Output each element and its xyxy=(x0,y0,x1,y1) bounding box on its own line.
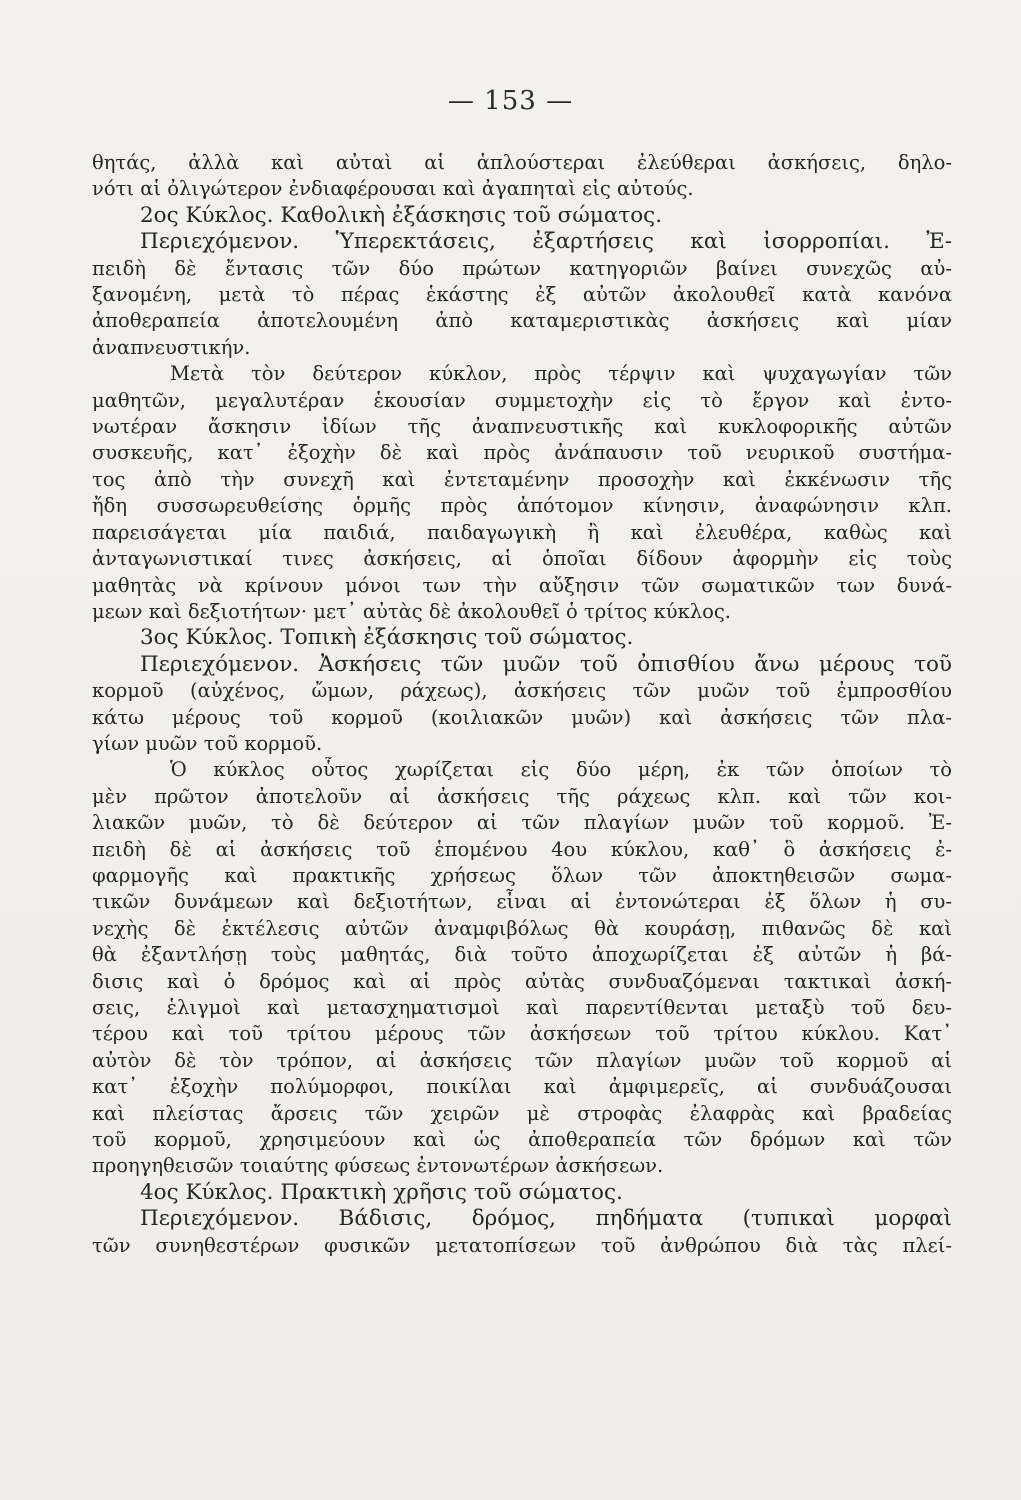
text-line: νωτέραν ἄσκησιν ἰδίων τῆς ἀναπνευστικῆς καὶ κυκλοφορικῆς αὐτῶν xyxy=(92,415,952,439)
text-line: μαθητὰς νὰ κρίνουν μόνοι των τὴν αὔξησιν τῶν σωματικῶν των δυνά- xyxy=(92,573,952,597)
text-line: ἀνταγωνιστικαί τινες ἀσκήσεις, αἱ ὁποῖαι δίδουν ἀφορμὴν εἰς τοὺς xyxy=(92,547,952,571)
text-line: 4ος Κύκλος. Πρακτικὴ χρῆσις τοῦ σώματος. xyxy=(140,1179,623,1205)
text-line: τοῦ κορμοῦ, χρησιμεύουν καὶ ὡς ἀποθεραπεία τῶν δρόμων καὶ τῶν xyxy=(92,1128,952,1152)
text-line: Ὁ κύκλος οὗτος χωρίζεται εἰς δύο μέρη, ἐκ τῶν ὁποίων τὸ xyxy=(170,758,952,782)
text-line: φαρμογῆς καὶ πρακτικῆς χρήσεως ὅλων τῶν ἀποκτηθεισῶν σωμα- xyxy=(92,863,952,887)
text-line: Μετὰ τὸν δεύτερον κύκλον, πρὸς τέρψιν καὶ ψυχαγωγίαν τῶν xyxy=(170,362,952,386)
text-line: μεων καὶ δεξιοτήτων· μετ᾽ αὐτὰς δὲ ἀκολουθεῖ ὁ τρίτος κύκλος. xyxy=(92,599,731,623)
text-line: 3ος Κύκλος. Τοπικὴ ἐξάσκησις τοῦ σώματος. xyxy=(140,625,634,651)
text-line: Περιεχόμενον. Ἀσκήσεις τῶν μυῶν τοῦ ὀπισθίου ἄνω μέρους τοῦ xyxy=(140,651,952,677)
text-line: ἀποθεραπεία ἀποτελουμένη ἀπὸ καταμεριστικὰς ἀσκήσεις καὶ μίαν xyxy=(92,309,952,333)
text-line: τικῶν δυνάμεων καὶ δεξιοτήτων, εἶναι αἱ ἐντονώτεραι ἐξ ὅλων ἡ συ- xyxy=(92,890,952,914)
text-line: τος ἀπὸ τὴν συνεχῆ καὶ ἐντεταμένην προσοχὴν καὶ ἐκκένωσιν τῆς xyxy=(92,467,952,491)
text-line: τῶν συνηθεστέρων φυσικῶν μετατοπίσεων τοῦ ἀνθρώπου διὰ τὰς πλεί- xyxy=(92,1233,952,1257)
text-line: πειδὴ δὲ αἱ ἀσκήσεις τοῦ ἑπομένου 4ου κύκλου, καθ᾽ ὃ ἀσκήσεις ἐ- xyxy=(92,837,952,861)
text-line: δισις καὶ ὁ δρόμος καὶ αἱ πρὸς αὐτὰς συνδυαζόμεναι τακτικαὶ ἀσκή- xyxy=(92,969,952,993)
text-line: γίων μυῶν τοῦ κορμοῦ. xyxy=(92,731,323,755)
text-line: πειδὴ δὲ ἔντασις τῶν δύο πρώτων κατηγοριῶν βαίνει συνεχῶς αὐ- xyxy=(92,256,952,280)
text-line: κορμοῦ (αὐχένος, ὤμων, ράχεως), ἀσκήσεις τῶν μυῶν τοῦ ἐμπροσθίου xyxy=(92,679,952,703)
text-line: ἀναπνευστικήν. xyxy=(92,335,251,359)
text-line: 2ος Κύκλος. Καθολικὴ ἐξάσκησις τοῦ σώματος. xyxy=(140,202,663,228)
text-line: προηγηθεισῶν τοιαύτης φύσεως ἐντονωτέρων ἀσκήσεων. xyxy=(92,1154,664,1178)
text-line: θητάς, ἀλλὰ καὶ αὐταὶ αἱ ἁπλούστεραι ἐλεύθεραι ἀσκήσεις, δηλο- xyxy=(92,151,952,174)
text-line: νότι αἱ ὀλιγώτερον ἐνδιαφέρουσαι καὶ ἀγαπηταὶ εἰς αὐτούς. xyxy=(92,177,694,201)
page-number: — 153 — xyxy=(447,86,574,116)
text-line: καὶ πλείστας ἄρσεις τῶν χειρῶν μὲ στροφὰς ἐλαφρὰς καὶ βραδείας xyxy=(92,1101,952,1125)
text-line: ἤδη συσσωρευθείσης ὁρμῆς πρὸς ἀπότομον κίνησιν, ἀναφώνησιν κλπ. xyxy=(92,494,952,518)
page-body-text xyxy=(92,150,952,1259)
text-line: λιακῶν μυῶν, τὸ δὲ δεύτερον αἱ τῶν πλαγίων μυῶν τοῦ κορμοῦ. Ἐ- xyxy=(92,811,952,835)
text-line: τέρου καὶ τοῦ τρίτου μέρους τῶν ἀσκήσεων τοῦ τρίτου κύκλου. Κατ᾽ xyxy=(92,1022,952,1046)
text-line: συσκευῆς, κατ᾽ ἐξοχὴν δὲ καὶ πρὸς ἀνάπαυσιν τοῦ νευρικοῦ συστήμα- xyxy=(92,441,952,465)
text-line: αὐτὸν δὲ τὸν τρόπον, αἱ ἀσκήσεις τῶν πλαγίων μυῶν τοῦ κορμοῦ αἱ xyxy=(92,1048,952,1072)
text-line: παρεισάγεται μία παιδιά, παιδαγωγικὴ ἢ καὶ ἐλευθέρα, καθὼς καὶ xyxy=(92,520,952,544)
text-line: κατ᾽ ἐξοχὴν πολύμορφοι, ποικίλαι καὶ ἀμφιμερεῖς, αἱ συνδυάζουσαι xyxy=(92,1075,952,1099)
text-line: μαθητῶν, μεγαλυτέραν ἑκουσίαν συμμετοχὴν εἰς τὸ ἔργον καὶ ἐντο- xyxy=(92,388,952,412)
text-line: θὰ ἐξαντλήσῃ τοὺς μαθητάς, διὰ τοῦτο ἀποχωρίζεται ἐξ αὐτῶν ἡ βά- xyxy=(92,943,952,967)
text-line: Περιεχόμενον. Βάδισις, δρόμος, πηδήματα (τυπικαὶ μορφαὶ xyxy=(140,1206,952,1232)
text-line: νεχὴς δὲ ἐκτέλεσις αὐτῶν ἀναμφιβόλως θὰ κουράσῃ, πιθανῶς δὲ καὶ xyxy=(92,916,952,940)
text-line: Περιεχόμενον. Ὑπερεκτάσεις, ἐξαρτήσεις καὶ ἰσορροπίαι. Ἐ- xyxy=(140,229,952,255)
text-line: ξανομένη, μετὰ τὸ πέρας ἑκάστης ἐξ αὐτῶν ἀκολουθεῖ κατὰ κανόνα xyxy=(92,283,952,307)
text-line: κάτω μέρους τοῦ κορμοῦ (κοιλιακῶν μυῶν) καὶ ἀσκήσεις τῶν πλα- xyxy=(92,705,952,729)
text-line: μὲν πρῶτον ἀποτελοῦν αἱ ἀσκήσεις τῆς ράχεως κλπ. καὶ τῶν κοι- xyxy=(92,784,952,808)
text-line: σεις, ἑλιγμοὶ καὶ μετασχηματισμοὶ καὶ παρεντίθενται μεταξὺ τοῦ δευ- xyxy=(92,996,952,1019)
